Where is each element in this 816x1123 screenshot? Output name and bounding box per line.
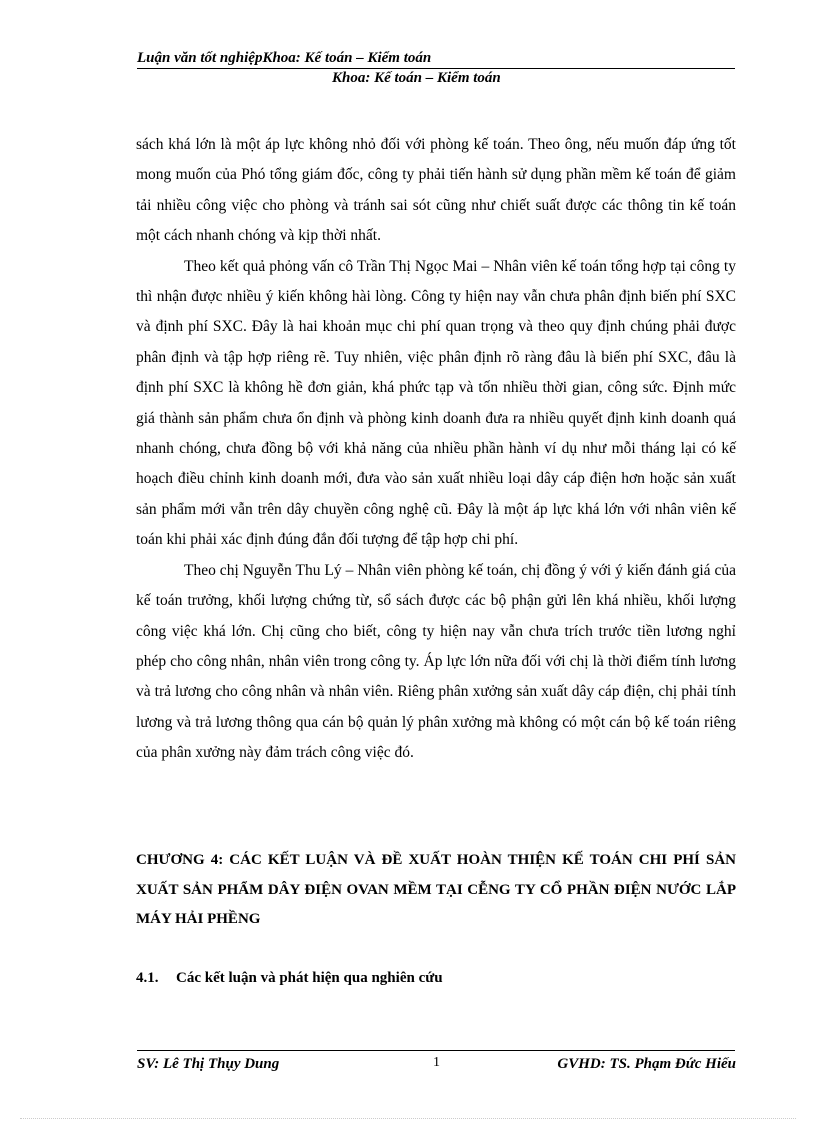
header-faculty: Khoa: Kế toán – Kiểm toán — [332, 70, 501, 86]
footer-divider — [137, 1050, 735, 1051]
section-heading — [136, 970, 443, 987]
body-text — [136, 130, 736, 769]
page-number: 1 — [433, 1055, 440, 1070]
footer-student: SV: Lê Thị Thụy Dung — [137, 1056, 280, 1072]
footer-advisor: GVHD: TS. Phạm Đức Hiếu — [557, 1056, 736, 1072]
header-title: Luận văn tốt nghiệpKhoa: Kế toán – Kiểm toán — [137, 50, 432, 66]
paragraph-1: sách khá lớn là một áp lực không nhỏ đối với phòng kế toán. Theo ông, nếu muốn đáp ứng tốt mong muốn của Phó tổng giám đốc, công ty phải tiến hành sử dụng phần mềm kế toán để giảm tải nhiều công việc cho phòng và tránh sai sót cũng như chiết suất được các thông tin kế toán một cách nhanh chóng và kịp thời nhất. — [136, 136, 736, 245]
page-bottom-border — [20, 1118, 796, 1119]
chapter-heading: CHƯƠNG 4: CÁC KẾT LUẬN VÀ ĐỀ XUẤT HOÀN THIỆN KẾ TOÁN CHI PHÍ SẢN XUẤT SẢN PHẨM DÂY ĐIỆN OVAN MỀM TẠI CỄNG TY CỔ PHẦN ĐIỆN NƯỚC LẮP MÁY HẢI PHỀNG — [136, 852, 736, 927]
paragraph-2: Theo kết quả phỏng vấn cô Trần Thị Ngọc Mai – Nhân viên kế toán tổng hợp tại công ty thì nhận được nhiều ý kiến không hài lòng. Công ty hiện nay vẫn chưa phân định biến phí SXC và định phí SXC. Đây là hai khoản mục chi phí quan trọng và theo quy định chúng phải được phân định và tập hợp riêng rẽ. Tuy nhiên, việc phân định rõ ràng đâu là biến phí SXC, đâu là định phí SXC là không hề đơn giản, khá phức tạp và tốn nhiều thời gian, công sức. Định mức giá thành sản phẩm chưa ổn định và phòng kinh doanh đưa ra nhiều quyết định kinh doanh quá nhanh chóng, chưa đồng bộ với khả năng của nhiều phần hành ví dụ như mỗi tháng lại có kế hoạch điều chỉnh kinh doanh mới, đưa vào sản xuất nhiều loại dây cáp điện hơn hoặc sản xuất sản phẩm mới vẫn trên dây chuyền công nghệ cũ. Đây là một áp lực khá lớn với nhân viên kế toán khi phải xác định đúng đắn đối tượng để tập hợp chi phí. — [136, 257, 736, 549]
paragraph-3: Theo chị Nguyễn Thu Lý – Nhân viên phòng kế toán, chị đồng ý với ý kiến đánh giá của kế toán trưởng, khối lượng chứng từ, sổ sách được các bộ phận gửi lên khá nhiều, khối lượng công việc khá lớn. Chị cũng cho biết, công ty hiện nay vẫn chưa trích trước tiền lương nghỉ phép cho công nhân, nhân viên trong công ty. Áp lực lớn nữa đối với chị là thời điểm tính lương và trả lương cho công nhân và nhân viên. Riêng phân xưởng sản xuất dây cáp điện, chị phải tính lương và trả lương thông qua cán bộ quản lý phân xưởng mà không có một cán bộ kế toán riêng của phân xưởng này đảm trách công việc đó. — [136, 561, 736, 762]
header-divider — [137, 68, 735, 69]
section-number: 4.1. — [136, 970, 159, 986]
section-title: Các kết luận và phát hiện qua nghiên cứu — [176, 970, 443, 986]
